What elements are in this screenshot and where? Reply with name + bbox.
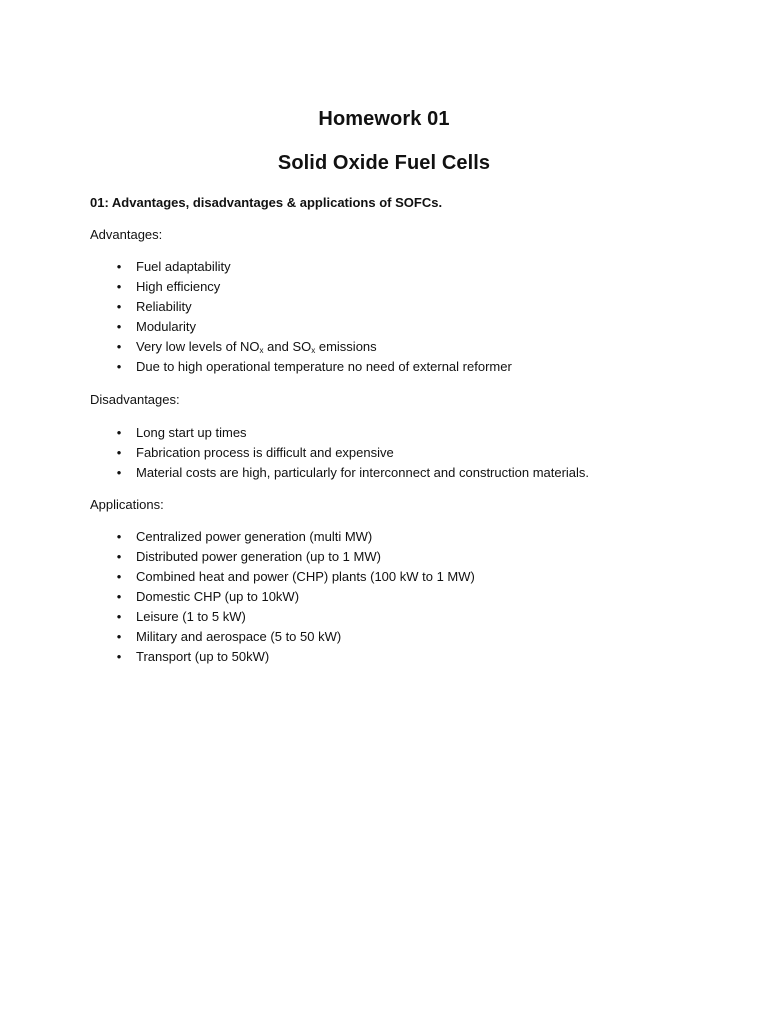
bullet-icon: • <box>116 569 122 584</box>
list-item <box>0 587 475 607</box>
list-item <box>0 527 475 547</box>
bullet-icon: • <box>116 529 122 544</box>
applications-label: Applications: <box>90 497 164 512</box>
bullet-icon: • <box>116 359 122 374</box>
list-item <box>0 547 475 567</box>
list-item <box>0 423 589 443</box>
list-item-text: Domestic CHP (up to 10kW) <box>136 589 300 604</box>
list-item-text: Reliability <box>136 299 192 314</box>
subscript-x: x <box>259 346 264 355</box>
bullet-icon: • <box>116 445 122 460</box>
list-item-text: Transport (up to 50kW) <box>136 649 270 664</box>
list-item <box>0 257 512 277</box>
list-item <box>0 567 475 587</box>
bullet-icon: • <box>116 259 122 274</box>
list-item <box>0 357 512 377</box>
list-item <box>0 647 475 667</box>
list-item-text: Leisure (1 to 5 kW) <box>136 609 246 624</box>
text-part: emissions <box>315 339 377 354</box>
list-item-text: Long start up times <box>136 425 247 440</box>
applications-list <box>0 527 475 667</box>
document-title: Homework 01 <box>318 108 450 130</box>
bullet-icon: • <box>116 425 122 440</box>
bullet-icon: • <box>116 549 122 564</box>
disadvantages-label: Disadvantages: <box>90 392 180 407</box>
list-item-text: Combined heat and power (CHP) plants (100 kW to 1 MW) <box>136 569 475 584</box>
question-heading: 01: Advantages, disadvantages & applications of SOFCs. <box>90 195 443 210</box>
list-item-text-emissions <box>136 339 377 354</box>
list-item-text: Fabrication process is difficult and expensive <box>136 445 394 460</box>
document-subtitle: Solid Oxide Fuel Cells <box>277 152 491 174</box>
disadvantages-list <box>0 423 589 483</box>
bullet-icon: • <box>116 339 122 354</box>
text-part: and SO <box>263 339 312 354</box>
list-item <box>0 607 475 627</box>
text-part: Very low levels of NO <box>136 339 260 354</box>
list-item-text: Due to high operational temperature no need of external reformer <box>136 359 512 374</box>
list-item <box>0 463 589 483</box>
list-item-text: Material costs are high, particularly for interconnect and construction materials. <box>136 465 590 480</box>
list-item-text: Modularity <box>136 319 196 334</box>
bullet-icon: • <box>116 279 122 294</box>
list-item-text: Centralized power generation (multi MW) <box>136 529 373 544</box>
list-item <box>0 337 512 357</box>
bullet-icon: • <box>116 589 122 604</box>
list-item <box>0 317 512 337</box>
bullet-icon: • <box>116 465 122 480</box>
list-item-text: Military and aerospace (5 to 50 kW) <box>136 629 342 644</box>
list-item <box>0 297 512 317</box>
list-item-text: High efficiency <box>136 279 221 294</box>
advantages-list <box>0 257 512 377</box>
list-item <box>0 277 512 297</box>
bullet-icon: • <box>116 649 122 664</box>
advantages-label: Advantages: <box>90 227 163 242</box>
list-item <box>0 443 589 463</box>
list-item <box>0 627 475 647</box>
bullet-icon: • <box>116 319 122 334</box>
bullet-icon: • <box>116 629 122 644</box>
subscript-x: x <box>311 346 316 355</box>
list-item-text: Distributed power generation (up to 1 MW) <box>136 549 381 564</box>
bullet-icon: • <box>116 299 122 314</box>
bullet-icon: • <box>116 609 122 624</box>
list-item-text: Fuel adaptability <box>136 259 231 274</box>
